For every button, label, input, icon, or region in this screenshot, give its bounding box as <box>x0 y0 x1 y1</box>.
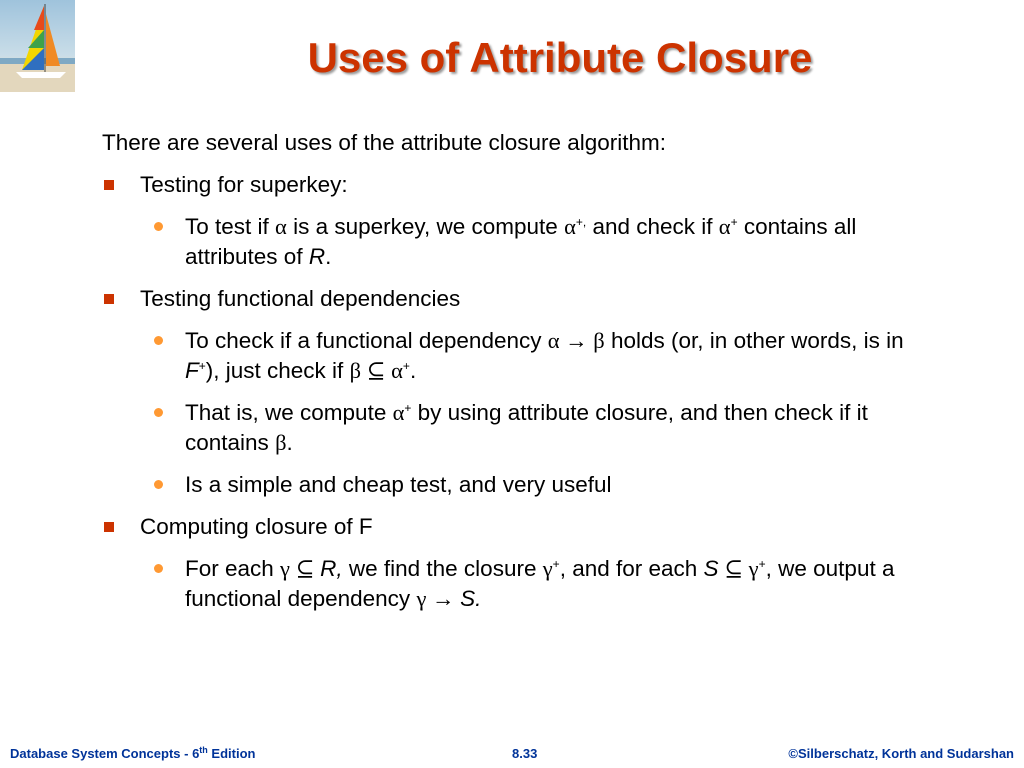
text: is a superkey, we compute <box>286 214 565 239</box>
set-f: F <box>185 358 199 383</box>
gamma-symbol: γ <box>416 586 427 611</box>
beta-symbol: β <box>349 358 362 383</box>
superscript: + <box>758 557 766 571</box>
superscript: + <box>198 359 206 373</box>
text: contains all attributes of <box>185 214 857 269</box>
arrow-symbol: → <box>426 586 461 611</box>
bullet-label: Computing closure of F <box>140 514 373 539</box>
relation-r: R, <box>320 556 343 581</box>
text: by using attribute closure, and then check if it contains <box>185 400 868 455</box>
text: . <box>286 430 293 455</box>
beta-symbol: β <box>275 430 287 455</box>
text: That is, we compute <box>185 400 393 425</box>
alpha-symbol: α <box>564 214 576 239</box>
text: , we output a functional dependency <box>185 556 895 611</box>
text: Edition <box>207 746 256 761</box>
intro-text: There are several uses of the attribute closure algorithm: <box>102 130 667 155</box>
gamma-symbol: γ <box>542 556 553 581</box>
text: To check if a functional dependency <box>185 328 548 353</box>
text: ), just check if <box>205 358 350 383</box>
sub-bullet <box>185 470 942 500</box>
subset-symbol: ⊆ <box>290 556 321 581</box>
bullet-computing-closure <box>102 512 942 542</box>
alpha-symbol: α <box>392 400 405 425</box>
alpha-symbol: α <box>547 328 560 353</box>
alpha-symbol: α <box>275 214 287 239</box>
bullet-functional-dependencies <box>102 284 942 314</box>
superscript: + <box>402 359 410 373</box>
set-s: S. <box>460 586 482 611</box>
beta-symbol: β <box>593 328 605 353</box>
text: . <box>325 244 332 269</box>
text: we find the closure <box>342 556 543 581</box>
sub-bullet <box>185 398 942 458</box>
gamma-symbol: γ <box>280 556 290 581</box>
page-number: 8.33 <box>512 746 538 761</box>
subset-symbol: ⊆ <box>361 358 392 383</box>
superscript: + <box>552 557 560 571</box>
superscript: + <box>404 401 412 415</box>
alpha-symbol: α <box>391 358 403 383</box>
copyright: ©Silberschatz, Korth and Sudarshan <box>788 746 1014 761</box>
bullet-superkey <box>102 170 942 200</box>
sub-bullet <box>185 554 942 614</box>
slide-body <box>102 128 942 626</box>
text: Is a simple and cheap test, and very useful <box>185 472 612 497</box>
text: For each <box>185 556 281 581</box>
bullet-label: Testing functional dependencies <box>140 286 461 311</box>
text: and check if <box>586 214 719 239</box>
alpha-symbol: α <box>718 214 731 239</box>
bullet-label: Testing for superkey: <box>140 172 348 197</box>
arrow-symbol: → <box>559 328 594 353</box>
text: To test if <box>185 214 276 239</box>
text: holds (or, in other words, is in <box>604 328 904 353</box>
superscript: + <box>730 215 738 229</box>
superscript: +, <box>575 215 587 229</box>
sub-bullet <box>185 326 942 386</box>
superscript: th <box>199 745 208 755</box>
relation-r: R <box>308 244 326 269</box>
text: . <box>409 358 417 383</box>
sub-bullet <box>185 212 942 272</box>
book-title <box>10 746 255 761</box>
text: Database System Concepts - 6 <box>10 746 200 761</box>
set-s: S <box>703 556 719 581</box>
gamma-symbol: γ <box>748 556 759 581</box>
subset-symbol: ⊆ <box>718 556 749 581</box>
slide-title: Uses of Attribute Closure <box>307 34 813 81</box>
text: , and for each <box>559 556 704 581</box>
